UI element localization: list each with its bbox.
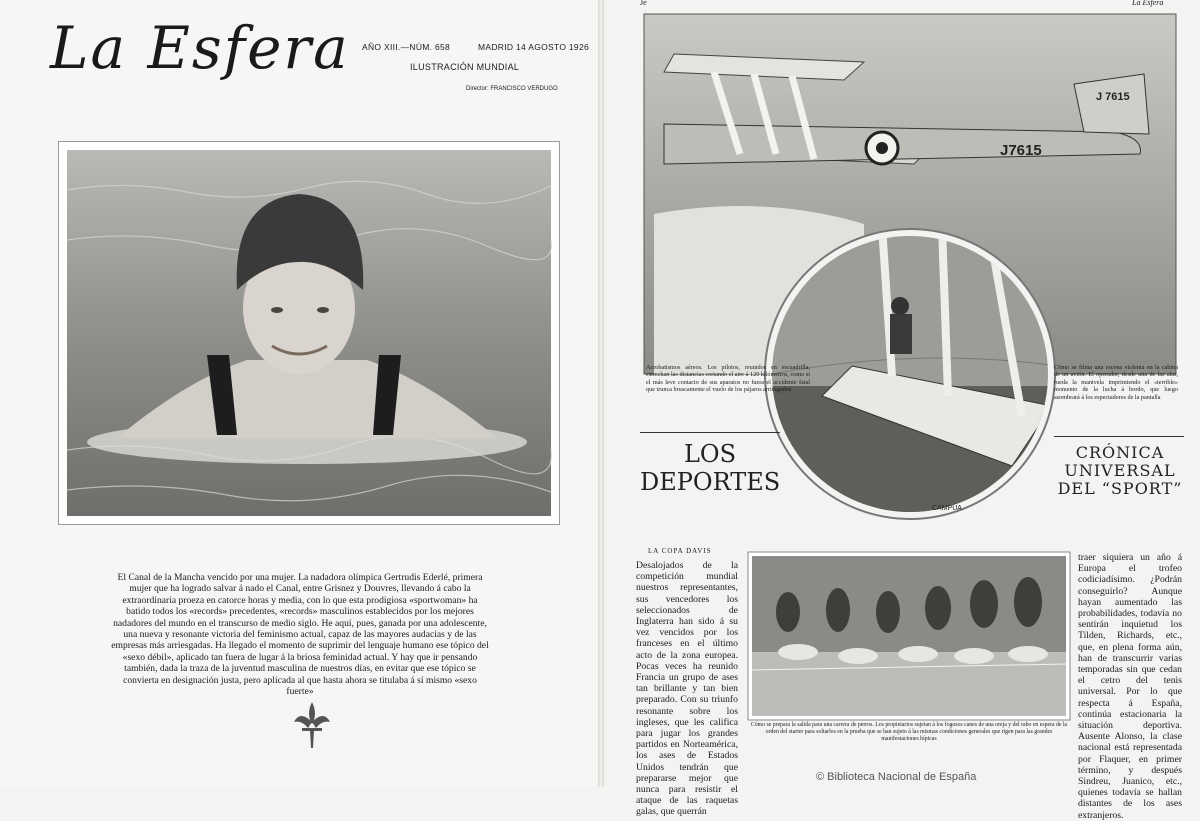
photo-signature: CAMPÚA xyxy=(932,505,962,512)
page-header-left: Je xyxy=(640,0,647,7)
swimmer-caption: El Canal de la Mancha vencido por una mujer. La nadadora olímpica Gertrudis Ederlé, primera mujer que ha logrado salvar á nado el Canal, entre Grisnez y Douvres, llevando á cabo la extraordinaria proeza en catorce horas y media, con lo que esta prodigiosa «sportwoman» ha batido todos los «records» precedentes, «records» masculinos establecidos por los mejores nadadores del mundo en el transcurso de medio siglo. He aquí, pues, ganada por una adolescente, una nueva y resonante victoria del feminismo actual, capaz de las mayores audacias y de las empresas más arriesgadas. Ha llegado el momento de suprimir del lenguaje humano ese tópico del «sexo débil», aplicado tan fuera de lugar á la briosa feminidad actual. Y hay que ir pensando también, dada la traza de la juventud masculina de nuestros días, en evitar que ese tópico se convierta en designación justa, pero aplicada al que hasta ahora se titulaba á sí mismo «sexo fuerte» xyxy=(111,572,489,698)
headline-rule-right xyxy=(1054,436,1184,437)
swimmer-photo xyxy=(67,150,551,516)
copyright-footer: © Biblioteca Nacional de España xyxy=(816,771,977,783)
headline-los-deportes: LOS DEPORTES xyxy=(640,440,781,496)
right-page xyxy=(604,0,1200,821)
aerial-acrobatics-caption: Acrobatismos aéreos. Los pilotos, reunidos en escuadrilla, estrechan las distancias cortando el aire á 120 kilómetros, como si el más leve contacto de sus aparatos no fuera el accidente fatal que trunca bruscamente el vuelo de los pájaros arriesgados xyxy=(646,364,810,394)
article-column-1: Desalojados de la competición mundial nuestros representantes, sus vencedores los seleccionados de Inglaterra han sido á su vez vencidos por los franceses en el último acto de la zona europea. Pocas veces ha reunido Francia un grupo de ases tan brillante y tan bien preparado. Con su triunfo resonante sobre los ingleses, que les califica para jugar los grandes partidos en Norteamérica, los ases de Estados Unidos tendrán que prepararse mejor que nunca para resistir el ataque de las raquetas galas, que querrán xyxy=(636,560,738,818)
section-label: LA COPA DAVIS xyxy=(648,547,712,555)
headline-cronica: CRÓNICA UNIVERSAL DEL “SPORT” xyxy=(1057,443,1183,498)
dog-race-photo xyxy=(748,552,1070,720)
headline-rule-left xyxy=(640,432,780,433)
left-page xyxy=(0,0,598,787)
issue-number: AÑO XIII.—NÚM. 658 xyxy=(362,42,451,52)
plane-tail-marking: J 7615 xyxy=(1096,91,1130,103)
swimmer-photo-frame xyxy=(58,141,560,525)
issue-date: MADRID 14 AGOSTO 1926 xyxy=(478,42,590,52)
masthead-subtitle: ILUSTRACIÓN MUNDIAL xyxy=(410,62,520,72)
dog-race-caption: Cómo se prepara la salida para una carrera de perros. Los propietarios sujetan á los fogosos canes de una oreja y del rabo en espera de la orden del starter para soltarlos en la prueba que se han sujeto á las mismas condiciones generales que rigen para las grandes manifestaciones hípicas xyxy=(750,722,1068,742)
director-line: Director: FRANCISCO VERDUGO xyxy=(466,86,558,92)
plane-marking: J7615 xyxy=(1000,142,1042,159)
page-header-right: La Esfera xyxy=(1132,0,1164,7)
filming-scene-caption: Cómo se filma una escena violenta en la cabina de un avión. El operador, desde una de las alas, rueda la manivela imprimiendo el «terrible» momento de la lucha á bordo, que luego asombrará á los espectadores de la pantalla xyxy=(1054,364,1178,401)
article-column-3: traer siquiera un año á Europa el trofeo codiciadísimo. ¿Podrán conseguirlo? Aunque hayan aumentado las probabilidades, todavía no sentirán inquietud los Tilden, Richards, etc., que, en plena forma aún, han de transcurrir varias temporadas sin que cedan el cetro del tenis universal. Por lo que respecta á España, continúa estacionaria la situación deportiva. Ausente Alonso, la clase nacional está representada por Flaquer, en primer término, y después Sindreu, Juanico, etc., quienes todavía se hallan distantes de los ases extranjeros. xyxy=(1078,552,1182,821)
fleur-de-lis-ornament xyxy=(292,700,332,750)
masthead-logo: La Esfera xyxy=(50,14,350,82)
